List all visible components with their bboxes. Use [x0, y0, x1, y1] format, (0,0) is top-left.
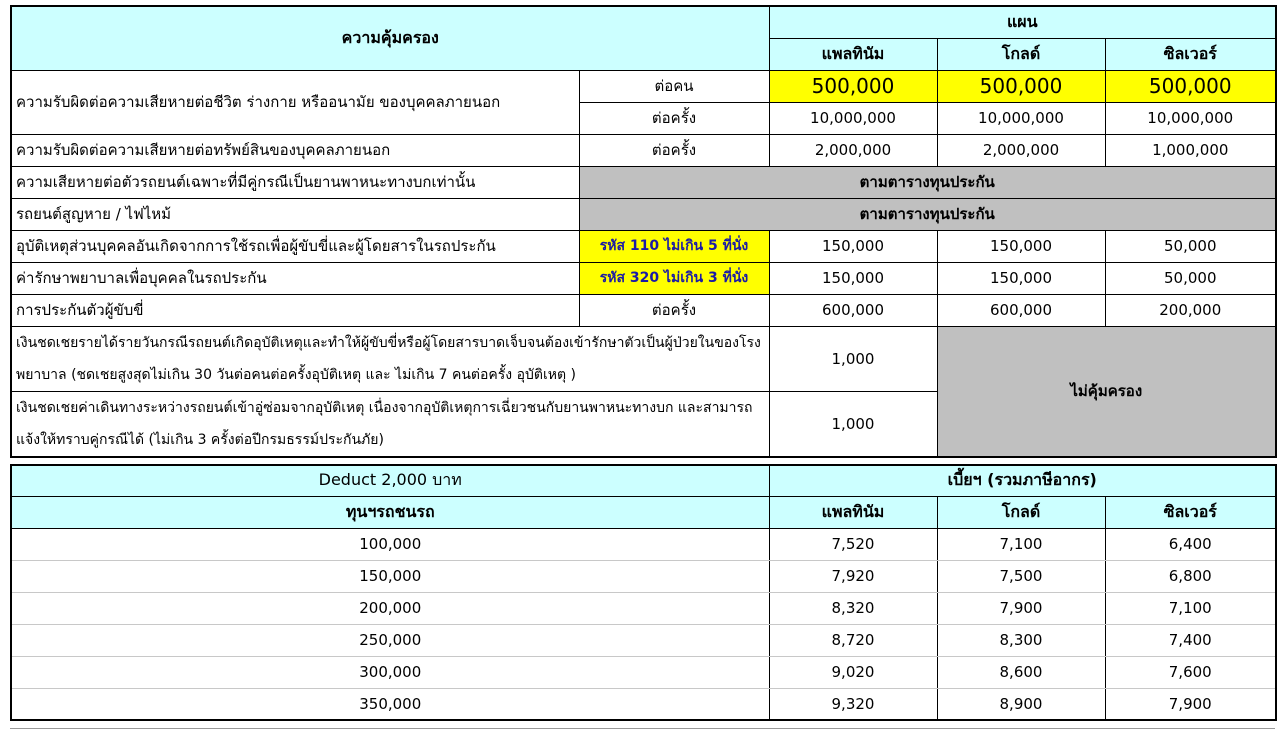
- premium-table: [10, 464, 1277, 721]
- plan-platinum: แพลทินัม: [769, 38, 937, 70]
- premium-cell: 8,720: [769, 624, 937, 656]
- coverage-header: ความคุ้มครอง: [11, 6, 769, 70]
- table-row: [11, 528, 1276, 560]
- coverage-label: อุบัติเหตุส่วนบุคคลอันเกิดจากการใช้รถเพื่อผู้ขับขี่และผู้โดยสารในรถประกัน: [11, 230, 579, 262]
- value-cell: 600,000: [769, 294, 937, 326]
- premium-cell: 7,500: [937, 560, 1105, 592]
- table-row: [11, 688, 1276, 720]
- premium-header: เบี้ยฯ (รวมภาษีอากร): [769, 465, 1276, 496]
- premium-cell: 7,520: [769, 528, 937, 560]
- premium-cell: 8,900: [937, 688, 1105, 720]
- value-cell: 2,000,000: [937, 134, 1105, 166]
- deduct-label: Deduct 2,000 บาท: [11, 465, 769, 496]
- unit-label: ต่อครั้ง: [579, 134, 769, 166]
- sum-insured: 150,000: [11, 560, 769, 592]
- value-cell: 50,000: [1105, 262, 1276, 294]
- premium-cell: 7,400: [1105, 624, 1276, 656]
- premium-cell: 8,300: [937, 624, 1105, 656]
- value-cell: 600,000: [937, 294, 1105, 326]
- sum-insured: 250,000: [11, 624, 769, 656]
- premium-cell: 7,900: [1105, 688, 1276, 720]
- plan-header: แผน: [769, 6, 1276, 38]
- premium-cell: 9,320: [769, 688, 937, 720]
- coverage-label: การประกันตัวผู้ขับขี่: [11, 294, 579, 326]
- value-cell: 150,000: [937, 230, 1105, 262]
- sum-insured-header: ทุนฯรถชนรถ: [11, 496, 769, 528]
- table-row: [11, 656, 1276, 688]
- coverage-table: [10, 5, 1277, 458]
- value-cell: 2,000,000: [769, 134, 937, 166]
- sum-insured: 300,000: [11, 656, 769, 688]
- value-cell: 500,000: [1105, 70, 1276, 102]
- value-cell: 150,000: [937, 262, 1105, 294]
- not-covered: ไม่คุ้มครอง: [937, 326, 1276, 457]
- unit-label: ต่อครั้ง: [579, 102, 769, 134]
- plan-silver: ซิลเวอร์: [1105, 496, 1276, 528]
- table-row: [11, 560, 1276, 592]
- plan-silver: ซิลเวอร์: [1105, 38, 1276, 70]
- schedule-note: ตามตารางทุนประกัน: [579, 166, 1276, 198]
- unit-label: ต่อคน: [579, 70, 769, 102]
- coverage-label: เงินชดเชยรายได้รายวันกรณีรถยนต์เกิดอุบัติเหตุและทำให้ผู้ขับขี่หรือผู้โดยสารบาดเจ็บจนต้องเข้ารักษาตัวเป็นผู้ป่วยในของโรงพยาบาล (ชดเชยสูงสุดไม่เกิน 30 วันต่อคนต่อครั้งอุบัติเหตุ และ ไม่เกิน 7 คนต่อครั้ง อุบัติเหตุ ): [11, 326, 769, 391]
- value-cell: 500,000: [937, 70, 1105, 102]
- divider: [10, 728, 1275, 729]
- premium-cell: 6,800: [1105, 560, 1276, 592]
- sum-insured: 100,000: [11, 528, 769, 560]
- value-cell: 10,000,000: [937, 102, 1105, 134]
- coverage-label: รถยนต์สูญหาย / ไฟไหม้: [11, 198, 579, 230]
- value-cell: 150,000: [769, 262, 937, 294]
- table-row: [11, 624, 1276, 656]
- premium-cell: 7,920: [769, 560, 937, 592]
- schedule-note: ตามตารางทุนประกัน: [579, 198, 1276, 230]
- value-cell: 200,000: [1105, 294, 1276, 326]
- premium-cell: 7,100: [1105, 592, 1276, 624]
- seat-code: รหัส 110 ไม่เกิน 5 ที่นั่ง: [579, 230, 769, 262]
- value-cell: 10,000,000: [1105, 102, 1276, 134]
- coverage-label: ค่ารักษาพยาบาลเพื่อบุคคลในรถประกัน: [11, 262, 579, 294]
- coverage-label: เงินชดเชยค่าเดินทางระหว่างรถยนต์เข้าอู่ซ่อมจากอุบัติเหตุ เนื่องจากอุบัติเหตุการเฉี่ยวชนกับยานพาหนะทางบก และสามารถแจ้งให้ทราบคู่กรณีได้ (ไม่เกิน 3 ครั้งต่อปีกรมธรรม์ประกันภัย): [11, 391, 769, 457]
- premium-cell: 7,600: [1105, 656, 1276, 688]
- premium-cell: 7,100: [937, 528, 1105, 560]
- unit-label: ต่อครั้ง: [579, 294, 769, 326]
- premium-cell: 8,320: [769, 592, 937, 624]
- value-cell: 1,000: [769, 391, 937, 457]
- value-cell: 500,000: [769, 70, 937, 102]
- value-cell: 50,000: [1105, 230, 1276, 262]
- plan-platinum: แพลทินัม: [769, 496, 937, 528]
- sum-insured: 200,000: [11, 592, 769, 624]
- value-cell: 1,000,000: [1105, 134, 1276, 166]
- plan-gold: โกลด์: [937, 496, 1105, 528]
- value-cell: 10,000,000: [769, 102, 937, 134]
- coverage-label: ความเสียหายต่อตัวรถยนต์เฉพาะที่มีคู่กรณีเป็นยานพาหนะทางบกเท่านั้น: [11, 166, 579, 198]
- premium-cell: 8,600: [937, 656, 1105, 688]
- value-cell: 1,000: [769, 326, 937, 391]
- coverage-label: ความรับผิดต่อความเสียหายต่อทรัพย์สินของบุคคลภายนอก: [11, 134, 579, 166]
- premium-cell: 9,020: [769, 656, 937, 688]
- coverage-label: ความรับผิดต่อความเสียหายต่อชีวิต ร่างกาย หรืออนามัย ของบุคคลภายนอก: [11, 70, 579, 134]
- sum-insured: 350,000: [11, 688, 769, 720]
- plan-gold: โกลด์: [937, 38, 1105, 70]
- value-cell: 150,000: [769, 230, 937, 262]
- seat-code: รหัส 320 ไม่เกิน 3 ที่นั่ง: [579, 262, 769, 294]
- table-row: [11, 592, 1276, 624]
- premium-cell: 6,400: [1105, 528, 1276, 560]
- premium-cell: 7,900: [937, 592, 1105, 624]
